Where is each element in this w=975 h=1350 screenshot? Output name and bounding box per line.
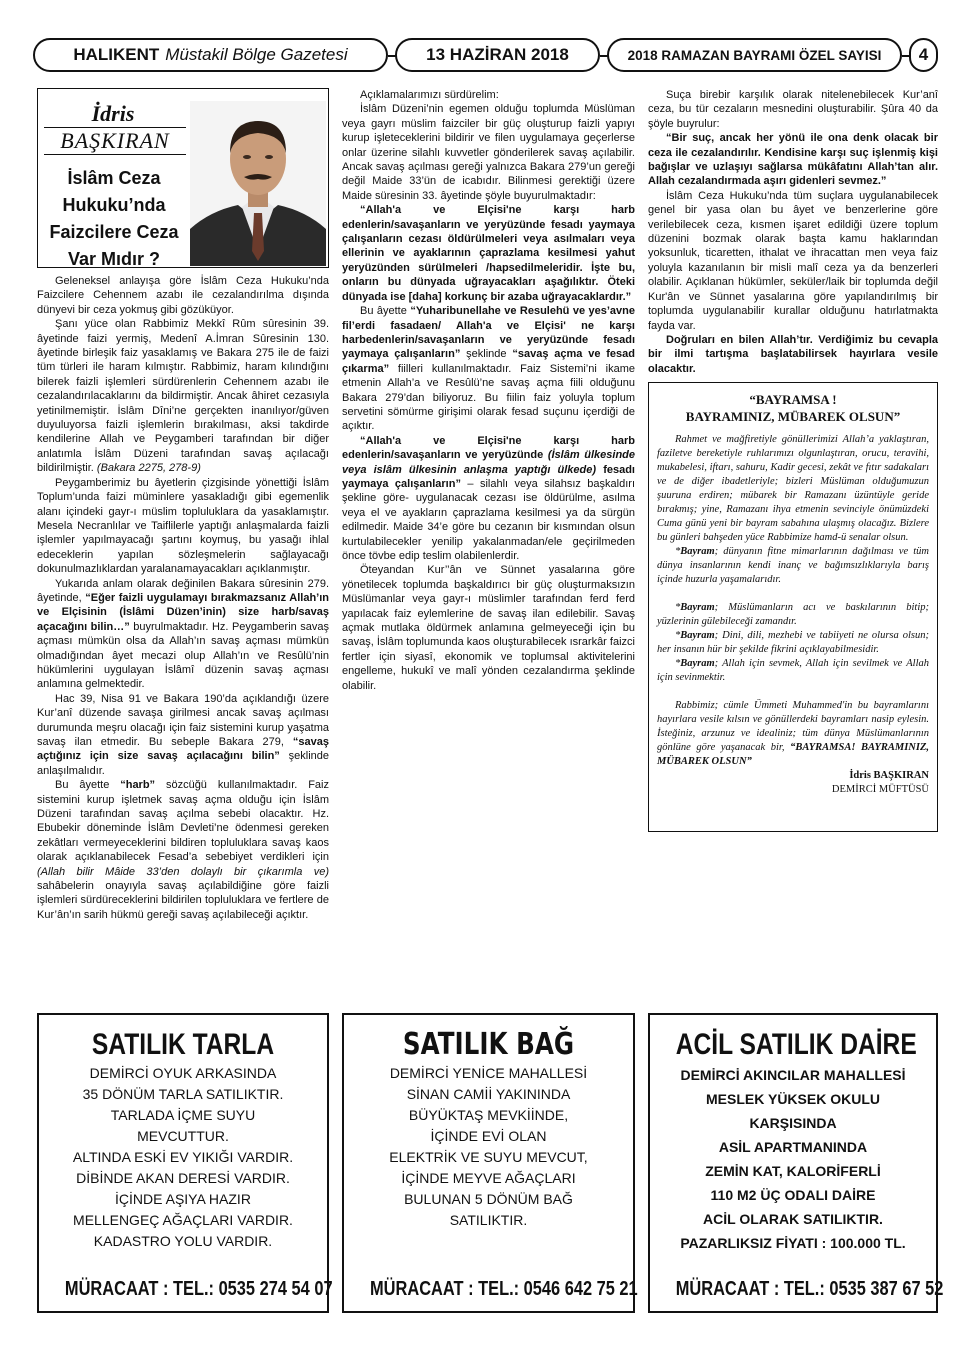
article-body-part-2 [342,88,635,693]
article-paragraph: Suça birebir karşılık olarak nitelenebilecek Kur’anî ceza, bu tür cezaların mesnedini oluşturabilir. Şûra 40 da şöyle buyrulur: [648,89,938,130]
ad-line: SATILIKTIR. [449,1212,528,1228]
article-paragraph: Öteyandan Kur’’ân ve Sünnet yasalarına göre yönetilecek toplumda başkaldırıcı bir güç oluşturmaksızın Müslümanlar veya gayr-ı müslimler tarafından ferd ferd yapılacak faiz eylemlerine de savaş ilan edilebilir. Savaş açmak mutlaka öldürmek anlamına gelmeyeceği için bu savaş, İslâm toplumunda kaos oluşturabilecek ısrarkâr faizci fertler için siyasî, ekonomik ve toplumsal aktivitelerini engelleme, hukukî ve malî yönden cezalandırma şeklinde olabilir. [342,564,635,692]
bayram-title-1: “BAYRAMSA ! [749,392,837,408]
article-paragraph: Yukarıda anlam olarak değinilen Bakara sûresinin 279. âyetinde, “Eğer faizli uygulamayı bırakmazsanız Allah’ın ve Elçisinin (İslâmi Düzen’inin) size harb/savaş açacağını bilin…” buyrulmaktadır. Hz. Peygamberin savaş açması mümkün olsa da Allah’ın savaş açması mümkün olmadığından âyet mecazi olup Allah’ın ve Resûlü’nin hükümlerini uygulayan İslâmî düzenin savaş açması anlamına gelmektedir. [37,577,330,691]
ad-line: ALTINDA ESKİ EV YIKIĞI VARDIR. [72,1149,294,1165]
ad-line: ZEMİN KAT, KALORİFERLİ [705,1163,881,1179]
page-header [33,38,938,72]
author-last-name: BAŞKIRAN [44,127,186,155]
ad-title: ACİL SATILIK DAİRE [675,1028,917,1061]
ad-line: 35 DÖNÜM TARLA SATILIKTIR. [82,1086,284,1102]
article-column-2 [342,88,635,693]
article-paragraph: Açıklamalarımızı sürdürelim: [360,89,499,101]
bayram-title-2: BAYRAMINIZ, MÜBAREK OLSUN” [685,409,901,425]
ad-line: ACİL OLARAK SATILIKTIR. [703,1211,883,1227]
issue-title: 2018 RAMAZAN BAYRAMI ÖZEL SAYISI [607,38,902,72]
article-paragraph: Bu âyette “harb” sözcüğü kullanılmaktadır. Faiz sistemini kurup işletmek savaş açma olduğu için İslâm Düzeni tarafından savaş açılma sebebi olacaktır. Hz. Ebubekir döneminde İslâm Devleti’ne ödenmesi gereken zekâtları vermeyeceklerini bildiren topluluklara savaş kaos olarak açıklanabilecek Fesad’a sebebiyet verdikleri için (Allah bilir Mâide 33’den dolaylı bir çıkarımla ve) sahâbelerin onayıyla savaş açılabildiğine göre faizli işlemleri sürdüreceklerini bildirilen topluluklara ve fertlere de Kur’ân’ın sarih hükmü gereği savaş açılabileceği açıktır. [37,779,329,921]
ad-line: MELLENGEÇ AĞAÇLARI VARDIR. [73,1212,293,1228]
article-body-part-3 [648,88,938,376]
signature-name: İdris BAŞKIRAN [849,770,929,782]
article-paragraph: Hac 39, Nisa 91 ve Bakara 190’da açıklandığı üzere Kur’anî düzende savaşa girilmesi ancak savaş açılması durumunda meşru olacağı için faiz sistemini kurup yaşatma savaş ilan etmedir. Bu sebeple Bakara 279, “savaş açtığınız için size savaş açılacağını bilin” şeklinde anlaşılmalıdır. [37,692,329,777]
issue-date: 13 HAZİRAN 2018 [395,38,600,72]
paper-tagline: Müstakil Bölge Gazetesi [165,45,348,64]
article-body-part-1 [37,274,329,922]
ad-line: BULUNAN 5 DÖNÜM BAĞ [404,1191,573,1207]
ad-lines [39,1063,327,1252]
article-paragraph: İslâm Ceza Hukuku’nda tüm suçlara uygulanabilecek genel bir yasa olan bu âyet ve benzerlerine göre verilebilecek ceza, kısmen işaret edildiği üzere toplum düzenini bozmak olarak başta kamu haklarından yoksunluk, ticaretten, ithalat ve ihracattan men veya faiz yoluyla kazanılanın bir misli malî ceza ya da benzerleri olabilir. Açıklanan hükümler, seküler/laik bir toplumda değil Kur'ân ve Sünnet yasalarına göre yapılandırılmış bir toplumda uygulanabilir kurallar olduğunu hatırlatmakta fayda var. [648,189,938,332]
article-paragraph: Bu âyette “Yuharibunellahe ve Resulehü ve yes’avne fil’erdi fasadaen/ Allah'a ve Elçisi' ne karşı harbedenlerin/savaşanların ve yeryüzünde fesadı yaymaya çalışanların” şeklinde “savaş açma ve fesad çıkarma” fiilleri kullanılmaktadır. Faiz Sistemi’ni ikame etmenin Allah’a ve Resûlü’ne savaş açma fiili olduğunu Bakara 279’dan biliyoruz. Bu fiilin faiz yoluyla toplum servetini sömürme girişimi olarak fesad suçunu içerdiği de açıktır. [342,305,635,433]
bayram-paragraph: *Bayram; dünyanın fitne mimarlarının dağılması ve tüm dünya insanlarının kendi inanç ve bağımsızlıklarıyla barış içinde huzurla yaşamalarıdır. [657,546,929,586]
article-paragraph: Geleneksel anlayışa göre İslâm Ceza Hukuku’nda Faizcilere Cehennem azabı ile cezalandırılma dışında dünyevi bir ceza yokmuş gibi gözüküyor. [37,275,329,316]
ad-contact: MÜRACAAT : TEL.: 0546 642 75 21 [370,1278,638,1300]
article-paragraph: İslâm Düzeni’nin egemen olduğu toplumda Müslüman veya gayrı müslim faizciler bir güç oluşturup faizli yapıyı kurup işleteceklerini bildirir ve filen uygulamaya geçerlerse onlar üzerine silahlı kuvvetler gönderilerek savaş açılabilir. Ancak savaş açılması gereği yalnızca Bakara 279’un gereği değil Maide 33’ün de icabıdır. Bilinmesi gerektiği üzere Maide süresinin 33. âyetinde şöyle buyurulmaktadır: [342,103,635,202]
ad-lines [344,1063,633,1231]
ad-line: BÜYÜKTAŞ MEVKİİNDE, [408,1107,569,1123]
ad-line: DEMİRCİ YENİCE MAHALLESİ [389,1065,588,1081]
ad-line: İÇİNDE EVİ OLAN [430,1128,547,1144]
ad-line: SİNAN CAMİİ YAKININDA [406,1086,571,1102]
ad-title: SATILIK TARLA [91,1028,275,1061]
article-title: İslâm Ceza Hukuku’nda Faizcilere Ceza Var Mıdır ? [49,168,179,269]
article-column-1 [37,88,329,922]
ad-contact: MÜRACAAT : TEL.: 0535 274 54 07 [64,1278,333,1300]
masthead [33,38,388,72]
ad-line: KARŞISINDA [749,1115,837,1131]
ad-line: MEVCUTTUR. [137,1128,229,1144]
ad-contact: MÜRACAAT : TEL.: 0535 387 67 52 [675,1278,944,1300]
bayram-paragraph: *Bayram; Dini, dili, mezhebi ve tabiiyeti ne olursa olsun; her insanın hür bir şekilde fikrini açıklayabilmesidir. [657,630,929,656]
ad-acil-satilik-daire [648,1013,944,1313]
article-paragraph: Şanı yüce olan Rabbimiz Mekkî Rûm sûresinin 39. âyetinde faizi yermiş, Medenî A.İmran Sûresinin 130. âyetinde birleşik faiz yasaklamış ve Bakara 275 ile de faizi tüm türleri ile haram kılmıştır. Rabbimiz, haram kılındığını bilerek faizli işlemleri sürdürenlerin Cehennem azabı ile cezalandırılacaklarını da bildirmiştir. Ancak âhiret cezasıyla yetinilmemiştir. İslâm Dîni’ne gerçekten inanılıyor/güven duyuluyorsa faizli işlemlerin bırakılması, aksi takdirde kendilerine Allah ve Peygamberi tarafından bir diğer anlatımla İslâm Düzeni tarafından savaş açılacağı bildirilmiştir. (Bakara 2275, 278-9) [37,318,329,475]
ad-line: İÇİNDE MEYVE AĞAÇLARI [401,1170,576,1186]
article-paragraph: “Allah'a ve Elçisi'ne karşı harb edenlerin/savaşanların ve yeryüzünde fesadı yaymaya çalışanların cezası öldürülmeleri veya asılmaları veya ellerinin ve ayaklarının çaprazlama kesilmesi yahut yeryüzünden sürülmeleri /hapsedilmeleridir. İşte bu, onların bu dünyada uğrayacakları aşağılıktır. Öteki dünyada ise [daha] korkunç bir azaba uğrayacaklardır.” [342,204,635,303]
ad-line: PAZARLIKSIZ FİYATI : 100.000 TL. [680,1235,906,1251]
paper-name: HALIKENT [73,45,160,64]
article-paragraph: “Allah'a ve Elçisi'ne karşı harb edenlerin/savaşanların ve yeryüzünde (İslâm ülkesinde veya islâm ülkesinin anlaşma yaptığı ülkede) fesadı yaymaya çalışanların” – silahlı veya silahsız başkaldırı şekline göre- uygulanacak cezası ise öldürülme, asılma veya el ve ayakların çaprazlama kesilmesi ya da sürgün edilmedir. Maide 34’e göre bu cezanın bir kısmından olsun kurtulabilecekler yenilip yakalanmadan/ele geçirilmeden önce tövbe edip teslim olabilenlerdir. [342,434,635,562]
ad-line: ASİL APARTMANINDA [718,1139,868,1155]
bayram-body [657,433,929,769]
spacer [657,587,929,601]
signature-title: DEMİRCİ MÜFTÜSÜ [831,784,929,796]
article-paragraph: Peygamberimiz bu âyetlerin çizgisinde yönettiği İslâm Toplum’unda faizi müminlere yasakladığı gibi egemenlik alanı içindeki gayr-ı müslim topluluklara da yasaklamıştır. Mesela Necranlılar ve Taiflilerle yaptığı anlaşmalarda faizli işlemler yapılmayacağı şartını koymuş, bu yasağı ihlal edeceklerin yapılan sözleşmelerin sağlayacağı dokunulmazlıklardan yaralanamayacakları açıklanmıştır. [37,476,329,576]
author-box [37,88,329,268]
ad-line: MESLEK YÜKSEK OKULU [706,1091,880,1107]
author-portrait [190,101,326,266]
ad-satilik-bag [342,1013,638,1313]
ad-title: SATILIK BAĞ [402,1027,575,1062]
ad-line: DEMİRCİ OYUK ARKASINDA [89,1065,277,1081]
article-paragraph: “Bir suç, ancak her yönü ile ona denk olacak bir ceza ile cezalandırılır. Kendisine karşı suç işlenmiş kişi bağışlar ve uzlaşıyı sağlarsa mükâfatını Allah’tan alır. Allah cezalandırmada aşırı gidenleri sevmez.” [648,132,938,188]
ad-line: 110 M2 ÜÇ ODALI DAİRE [710,1187,876,1203]
bayram-paragraph: Rahmet ve mağfiretiyle gönüllerimizi Allah’a yaklaştıran, faziletve bereketiyle ruhlarımızı olgunlaştıran, orucu, teravihi, mukabelesi, iftarı, sahuru, Kadir gecesi, zekât ve fıtır sadakaları ve de diğer ibadetleriyle; bizleri Müslüman olduğumuzun şuuruna erdiren; mübarek bir Ramazanı üzüntüyle geride bırakmış; yine, Ramazanı ihya etmenin sevinciyle önümüzdeki Cuma günü yeni bir bayram sabahına ulaşmış olacağız. Bizlere bu günleri bahşeden yüce Rabbimize hamd-ü senalar olsun. [657,434,929,544]
article-paragraph: Doğruları en bilen Allah’tır. Verdiğimiz bu cevapla bir ilmi tartışma başlatabilirsek hayırlara vesile olacaktır. [648,333,938,375]
ad-line: DEMİRCİ AKINCILAR MAHALLESİ [680,1067,906,1083]
ad-line: İÇİNDE AŞIYA HAZIR [115,1191,251,1207]
author-first-name: İdris [91,101,135,126]
ad-lines [650,1063,936,1255]
bayram-greeting-box [648,382,938,832]
ad-line: DİBİNDE AKAN DERESİ VARDIR. [76,1170,290,1186]
bayram-paragraph: *Bayram; Müslümanların acı ve baskılarının bitip; yüzlerinin gülebileceği zamandır. [657,602,929,628]
ad-line: ELEKTRİK VE SUYU MEVCUT, [389,1149,588,1165]
page-number: 4 [909,38,938,72]
article-column-3 [648,88,938,832]
ad-line: KADASTRO YOLU VARDIR. [93,1233,273,1249]
bayram-paragraph: Rabbimiz; cümle Ümmeti Muhammed'in bu bayramlarını hayırlara vesile kılsın ve gönüllerdeki bayramları nasip eylesin. İsteğiniz, arzunuz ve idealiniz; tüm dünya Müslümanlarının gönlüne göre yaşanacak bir, “BAYRAMSA! BAYRAMINIZ, MÜBAREK OLSUN” [657,700,930,768]
bayram-paragraph: *Bayram; Allah için sevmek, Allah için sevilmek ve Allah için sevinmektir. [657,658,929,684]
ad-line: TARLADA İÇME SUYU [110,1107,256,1123]
spacer [657,685,929,699]
ad-satilik-tarla [37,1013,333,1313]
